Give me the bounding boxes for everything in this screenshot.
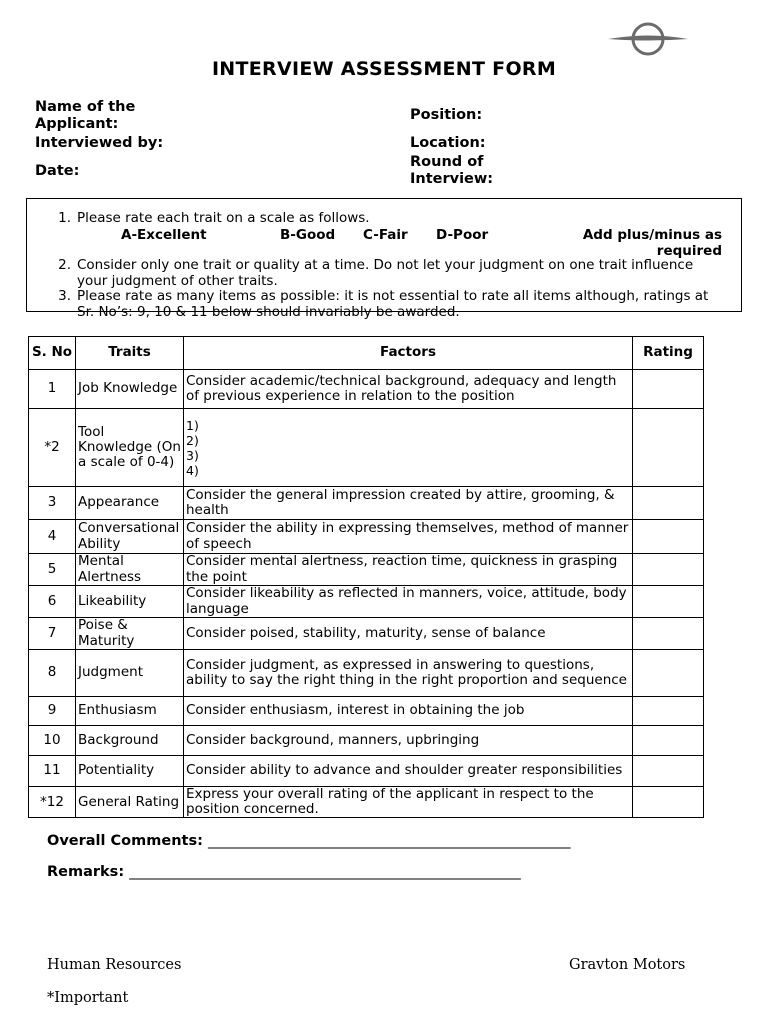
header-traits: Traits: [76, 337, 184, 370]
scale-good: B-Good: [280, 227, 336, 243]
rating-cell[interactable]: [633, 787, 704, 818]
factor-cell: 1) 2) 3) 4): [184, 409, 633, 487]
factor-cell: Consider the general impression created by attire, grooming, & health: [184, 487, 633, 520]
rating-cell[interactable]: [633, 756, 704, 787]
factor-cell: Consider poised, stability, maturity, sense of balance: [184, 618, 633, 650]
footnote: *Important: [47, 990, 129, 1006]
table-row: 11 Potentiality Consider ability to advance and shoulder greater responsibilities: [29, 756, 704, 787]
factor-cell: Express your overall rating of the applicant in respect to the position concerned.: [184, 787, 633, 818]
rating-cell[interactable]: [633, 487, 704, 520]
table-row: 7 Poise & Maturity Consider poised, stability, maturity, sense of balance: [29, 618, 704, 650]
table-row: 1 Job Knowledge Consider academic/technical background, adequacy and length of previous experience in relation to the position: [29, 370, 704, 409]
factor-cell: Consider enthusiasm, interest in obtaining the job: [184, 697, 633, 726]
form-title: INTERVIEW ASSESSMENT FORM: [211, 58, 557, 80]
trait-cell: Likeability: [76, 586, 184, 618]
gravton-logo-icon: [606, 18, 690, 58]
scale-note: Add plus/minus as required: [582, 227, 722, 259]
table-row: 6 Likeability Consider likeability as reflected in manners, voice, attitude, body language: [29, 586, 704, 618]
rating-cell[interactable]: [633, 370, 704, 409]
interviewed-by-label: Interviewed by:: [35, 135, 164, 151]
header-rating: Rating: [633, 337, 704, 370]
rating-cell[interactable]: [633, 618, 704, 650]
trait-cell: Enthusiasm: [76, 697, 184, 726]
assessment-table: [28, 336, 704, 818]
footer-right: Gravton Motors: [569, 957, 686, 973]
table-row: 3 Appearance Consider the general impression created by attire, grooming, & health: [29, 487, 704, 520]
trait-cell: Mental Alertness: [76, 554, 184, 586]
scale-excellent: A-Excellent: [121, 227, 207, 243]
trait-cell: Poise & Maturity: [76, 618, 184, 650]
header-sno: S. No: [29, 337, 76, 370]
footer-left: Human Resources: [47, 957, 182, 973]
trait-cell: Potentiality: [76, 756, 184, 787]
trait-cell: Job Knowledge: [76, 370, 184, 409]
factor-cell: Consider academic/technical background, adequacy and length of previous experience in relation to the position: [184, 370, 633, 409]
table-row: *2 Tool Knowledge (On a scale of 0-4) 1) 2) 3) 4): [29, 409, 704, 487]
table-row: 9 Enthusiasm Consider enthusiasm, interest in obtaining the job: [29, 697, 704, 726]
scale-poor: D-Poor: [436, 227, 489, 243]
table-row: 5 Mental Alertness Consider mental alertness, reaction time, quickness in grasping the point: [29, 554, 704, 586]
date-label: Date:: [35, 163, 80, 179]
rating-cell[interactable]: [633, 409, 704, 487]
table-row: 10 Background Consider background, manners, upbringing: [29, 726, 704, 756]
factor-cell: Consider background, manners, upbringing: [184, 726, 633, 756]
header-factors: Factors: [184, 337, 633, 370]
table-row: 8 Judgment Consider judgment, as expressed in answering to questions, ability to say the right thing in the right proportion and sequence: [29, 650, 704, 697]
table-row: 4 Conversational Ability Consider the ability in expressing themselves, method of manner of speech: [29, 520, 704, 554]
factor-cell: Consider judgment, as expressed in answering to questions, ability to say the right thing in the right proportion and sequence: [184, 650, 633, 697]
location-label: Location:: [410, 135, 486, 151]
rating-cell[interactable]: [633, 697, 704, 726]
position-label: Position:: [410, 107, 483, 123]
scale-fair: C-Fair: [363, 227, 408, 243]
rating-cell[interactable]: [633, 554, 704, 586]
trait-cell: Tool Knowledge (On a scale of 0-4): [76, 409, 184, 487]
table-row: *12 General Rating Express your overall rating of the applicant in respect to the position concerned.: [29, 787, 704, 818]
factor-cell: Consider likeability as reflected in manners, voice, attitude, body language: [184, 586, 633, 618]
remarks[interactable]: Remarks: ______________________________________________________: [47, 864, 521, 880]
rating-cell[interactable]: [633, 726, 704, 756]
trait-cell: General Rating: [76, 787, 184, 818]
factor-cell: Consider ability to advance and shoulder greater responsibilities: [184, 756, 633, 787]
rating-cell[interactable]: [633, 586, 704, 618]
name-label: Name of the Applicant:: [35, 99, 136, 132]
instructions-box: 1. Please rate each trait on a scale as follows. 2. Consider only one trait or quality at a time. Do not let your judgment on one trait influence your judgment of other traits. 3. Please rate as many items as possible: it is not essential to rate all items although, ratings at Sr. No’s: 9, 10 & 11 below should invariably be awarded.: [26, 198, 742, 312]
round-label: Round of Interview:: [410, 154, 494, 187]
overall-comments[interactable]: Overall Comments: __________________________________________________: [47, 833, 571, 849]
factor-cell: Consider the ability in expressing themselves, method of manner of speech: [184, 520, 633, 554]
rating-cell[interactable]: [633, 520, 704, 554]
trait-cell: Judgment: [76, 650, 184, 697]
trait-cell: Appearance: [76, 487, 184, 520]
rating-cell[interactable]: [633, 650, 704, 697]
trait-cell: Background: [76, 726, 184, 756]
trait-cell: Conversational Ability: [76, 520, 184, 554]
factor-cell: Consider mental alertness, reaction time, quickness in grasping the point: [184, 554, 633, 586]
